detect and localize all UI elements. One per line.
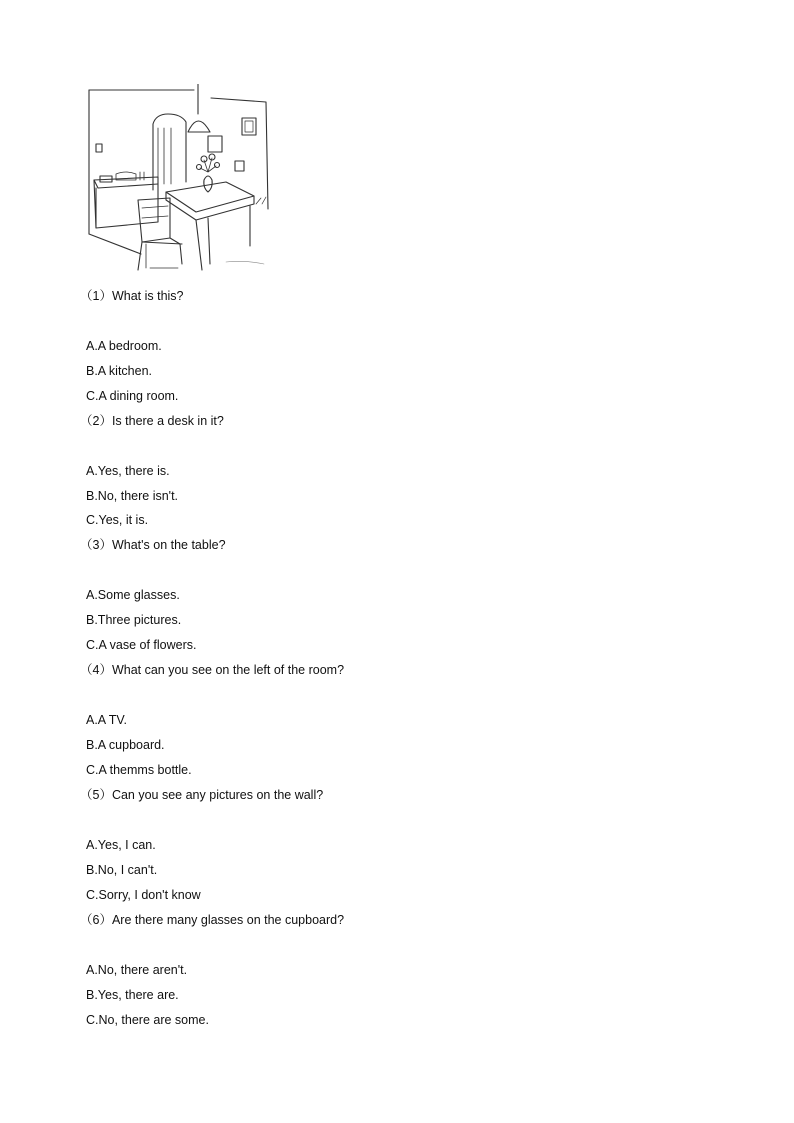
question-6: （6）Are there many glasses on the cupboard?	[80, 913, 345, 927]
dining-room-illustration	[86, 84, 276, 276]
question-4: （4）What can you see on the left of the room?	[80, 663, 345, 677]
question-6-option-b: B.Yes, there are.	[86, 988, 179, 1002]
question-3-option-a: A.Some glasses.	[86, 588, 180, 602]
question-2: （2）Is there a desk in it?	[80, 414, 224, 428]
question-4-option-c: C.A themms bottle.	[86, 763, 192, 777]
question-2-option-b: B.No, there isn't.	[86, 489, 179, 503]
question-6-option-a: A.No, there aren't.	[86, 963, 188, 977]
question-1-option-b: B.A kitchen.	[86, 364, 153, 378]
question-5-option-a: A.Yes, I can.	[86, 838, 156, 852]
question-1: （1）What is this?	[80, 289, 184, 303]
question-6-option-c: C.No, there are some.	[86, 1013, 209, 1027]
question-5: （5）Can you see any pictures on the wall?	[80, 788, 324, 802]
question-5-option-c: C.Sorry, I don't know	[86, 888, 201, 902]
question-4-option-b: B.A cupboard.	[86, 738, 165, 752]
question-2-option-c: C.Yes, it is.	[86, 513, 149, 527]
question-3-option-c: C.A vase of flowers.	[86, 638, 197, 652]
question-1-option-a: A.A bedroom.	[86, 339, 162, 353]
question-3: （3）What's on the table?	[80, 538, 226, 552]
question-3-option-b: B.Three pictures.	[86, 613, 182, 627]
question-5-option-b: B.No, I can't.	[86, 863, 158, 877]
question-2-option-a: A.Yes, there is.	[86, 464, 170, 478]
question-1-option-c: C.A dining room.	[86, 389, 179, 403]
question-4-option-a: A.A TV.	[86, 713, 128, 727]
